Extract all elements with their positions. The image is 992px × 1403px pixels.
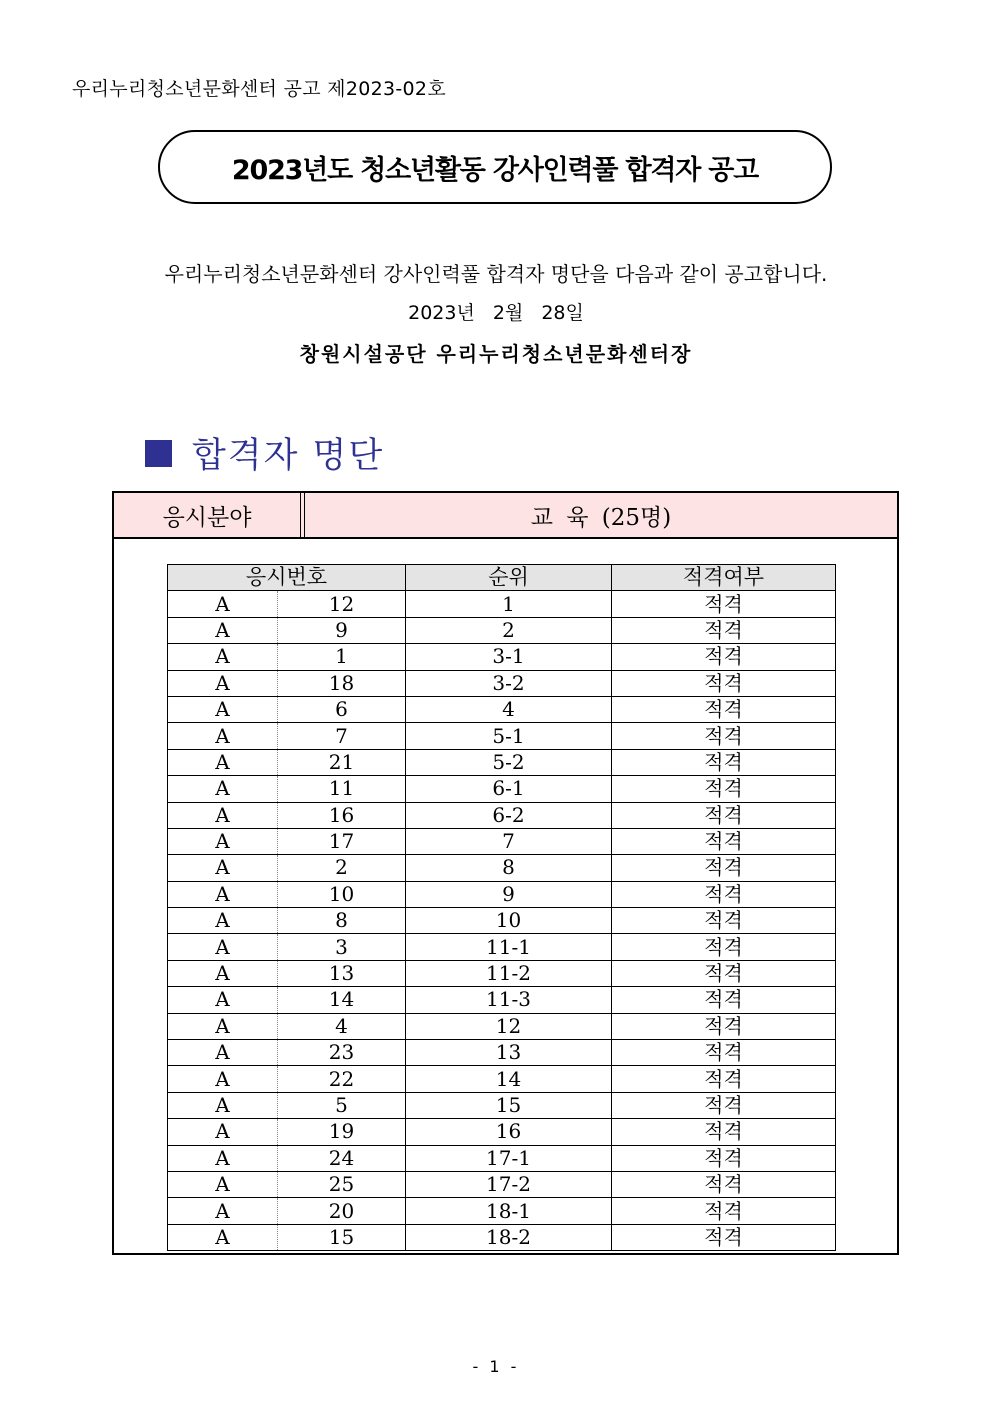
document-title: 2023년도 청소년활동 강사인력풀 합격자 공고 — [231, 154, 759, 186]
rank-cell: 3-2 — [406, 670, 612, 696]
exam-number-cell: 11 — [278, 776, 406, 802]
eligibility-cell: 적격 — [612, 828, 836, 854]
exam-prefix-cell: A — [168, 1171, 278, 1197]
table-row — [168, 1145, 836, 1171]
page-number: - 1 - — [472, 1357, 520, 1376]
column-header-eligibility: 적격여부 — [612, 565, 836, 591]
table-row — [168, 776, 836, 802]
field-header-row — [114, 493, 897, 539]
eligibility-cell: 적격 — [612, 1198, 836, 1224]
eligibility-cell: 적격 — [612, 644, 836, 670]
exam-prefix-cell: A — [168, 696, 278, 722]
exam-prefix-cell: A — [168, 855, 278, 881]
rank-cell: 5-1 — [406, 723, 612, 749]
rank-cell: 12 — [406, 1013, 612, 1039]
rank-cell: 10 — [406, 908, 612, 934]
rank-cell: 17-1 — [406, 1145, 612, 1171]
rank-cell: 13 — [406, 1040, 612, 1066]
eligibility-cell: 적격 — [612, 802, 836, 828]
rank-cell: 9 — [406, 881, 612, 907]
field-label: 응시분야 — [162, 504, 252, 531]
rank-cell: 16 — [406, 1119, 612, 1145]
exam-prefix-cell: A — [168, 1066, 278, 1092]
rank-cell: 11-3 — [406, 987, 612, 1013]
exam-number-cell: 7 — [278, 723, 406, 749]
rank-cell: 8 — [406, 855, 612, 881]
eligibility-cell: 적격 — [612, 934, 836, 960]
eligibility-cell: 적격 — [612, 749, 836, 775]
exam-prefix-cell: A — [168, 1224, 278, 1250]
section-heading — [145, 428, 384, 478]
rank-cell: 11-1 — [406, 934, 612, 960]
rank-cell: 18-1 — [406, 1198, 612, 1224]
table-row — [168, 881, 836, 907]
results-table — [167, 564, 836, 1251]
rank-cell: 6-2 — [406, 802, 612, 828]
exam-number-cell: 8 — [278, 908, 406, 934]
exam-number-cell: 14 — [278, 987, 406, 1013]
rank-cell: 18-2 — [406, 1224, 612, 1250]
exam-prefix-cell: A — [168, 802, 278, 828]
exam-prefix-cell: A — [168, 1092, 278, 1118]
table-row — [168, 696, 836, 722]
exam-number-cell: 9 — [278, 617, 406, 643]
rank-cell: 3-1 — [406, 644, 612, 670]
exam-prefix-cell: A — [168, 776, 278, 802]
exam-number-cell: 18 — [278, 670, 406, 696]
exam-number-cell: 1 — [278, 644, 406, 670]
exam-number-cell: 23 — [278, 1040, 406, 1066]
exam-number-cell: 25 — [278, 1171, 406, 1197]
rank-cell: 1 — [406, 591, 612, 617]
eligibility-cell: 적격 — [612, 776, 836, 802]
exam-number-cell: 21 — [278, 749, 406, 775]
table-row — [168, 1224, 836, 1250]
table-row — [168, 723, 836, 749]
rank-cell: 4 — [406, 696, 612, 722]
rank-cell: 14 — [406, 1066, 612, 1092]
eligibility-cell: 적격 — [612, 1013, 836, 1039]
eligibility-cell: 적격 — [612, 881, 836, 907]
notice-number: 우리누리청소년문화센터 공고 제2023-02호 — [72, 78, 446, 100]
table-row — [168, 1119, 836, 1145]
eligibility-cell: 적격 — [612, 617, 836, 643]
exam-number-cell: 17 — [278, 828, 406, 854]
section-title: 합격자 명단 — [192, 436, 385, 476]
exam-prefix-cell: A — [168, 1198, 278, 1224]
table-row — [168, 802, 836, 828]
eligibility-cell: 적격 — [612, 987, 836, 1013]
table-row — [168, 670, 836, 696]
exam-number-cell: 4 — [278, 1013, 406, 1039]
exam-prefix-cell: A — [168, 670, 278, 696]
rank-cell: 6-1 — [406, 776, 612, 802]
exam-number-cell: 15 — [278, 1224, 406, 1250]
eligibility-cell: 적격 — [612, 591, 836, 617]
table-row — [168, 1092, 836, 1118]
exam-prefix-cell: A — [168, 960, 278, 986]
exam-prefix-cell: A — [168, 723, 278, 749]
rank-cell: 5-2 — [406, 749, 612, 775]
eligibility-cell: 적격 — [612, 696, 836, 722]
exam-number-cell: 20 — [278, 1198, 406, 1224]
eligibility-cell: 적격 — [612, 1092, 836, 1118]
table-row — [168, 855, 836, 881]
exam-prefix-cell: A — [168, 1040, 278, 1066]
table-row — [168, 617, 836, 643]
exam-number-cell: 12 — [278, 591, 406, 617]
exam-number-cell: 19 — [278, 1119, 406, 1145]
table-row — [168, 1040, 836, 1066]
exam-number-cell: 6 — [278, 696, 406, 722]
column-header-rank: 순위 — [406, 565, 612, 591]
table-row — [168, 987, 836, 1013]
table-row — [168, 644, 836, 670]
table-row — [168, 1013, 836, 1039]
eligibility-cell: 적격 — [612, 855, 836, 881]
eligibility-cell: 적격 — [612, 723, 836, 749]
table-row — [168, 934, 836, 960]
exam-number-cell: 13 — [278, 960, 406, 986]
eligibility-cell: 적격 — [612, 908, 836, 934]
exam-prefix-cell: A — [168, 617, 278, 643]
exam-prefix-cell: A — [168, 749, 278, 775]
exam-prefix-cell: A — [168, 987, 278, 1013]
title-box — [158, 130, 832, 204]
exam-prefix-cell: A — [168, 591, 278, 617]
rank-cell: 7 — [406, 828, 612, 854]
notice-date: 2023년 2월 28일 — [408, 302, 584, 324]
eligibility-cell: 적격 — [612, 1224, 836, 1250]
table-row — [168, 1171, 836, 1197]
rank-cell: 15 — [406, 1092, 612, 1118]
exam-prefix-cell: A — [168, 1013, 278, 1039]
exam-prefix-cell: A — [168, 644, 278, 670]
exam-number-cell: 5 — [278, 1092, 406, 1118]
exam-prefix-cell: A — [168, 934, 278, 960]
square-icon — [145, 440, 172, 467]
eligibility-cell: 적격 — [612, 670, 836, 696]
exam-number-cell: 24 — [278, 1145, 406, 1171]
results-header-row — [168, 565, 836, 591]
rank-cell: 17-2 — [406, 1171, 612, 1197]
column-header-exam-number: 응시번호 — [168, 565, 406, 591]
table-row — [168, 828, 836, 854]
rank-cell: 2 — [406, 617, 612, 643]
results-body — [168, 591, 836, 1251]
exam-number-cell: 16 — [278, 802, 406, 828]
exam-prefix-cell: A — [168, 881, 278, 907]
exam-prefix-cell: A — [168, 908, 278, 934]
exam-number-cell: 10 — [278, 881, 406, 907]
table-row — [168, 908, 836, 934]
table-row — [168, 1066, 836, 1092]
table-row — [168, 749, 836, 775]
eligibility-cell: 적격 — [612, 1171, 836, 1197]
exam-number-cell: 22 — [278, 1066, 406, 1092]
exam-number-cell: 2 — [278, 855, 406, 881]
issuing-organization: 창원시설공단 우리누리청소년문화센터장 — [299, 342, 693, 366]
exam-prefix-cell: A — [168, 1145, 278, 1171]
eligibility-cell: 적격 — [612, 1119, 836, 1145]
field-value: 교 육 (25명) — [530, 504, 672, 531]
exam-prefix-cell: A — [168, 828, 278, 854]
eligibility-cell: 적격 — [612, 1145, 836, 1171]
table-row — [168, 1198, 836, 1224]
exam-prefix-cell: A — [168, 1119, 278, 1145]
eligibility-cell: 적격 — [612, 1066, 836, 1092]
table-row — [168, 591, 836, 617]
table-row — [168, 960, 836, 986]
exam-number-cell: 3 — [278, 934, 406, 960]
rank-cell: 11-2 — [406, 960, 612, 986]
intro-text: 우리누리청소년문화센터 강사인력풀 합격자 명단을 다음과 같이 공고합니다. — [164, 262, 828, 286]
eligibility-cell: 적격 — [612, 1040, 836, 1066]
eligibility-cell: 적격 — [612, 960, 836, 986]
